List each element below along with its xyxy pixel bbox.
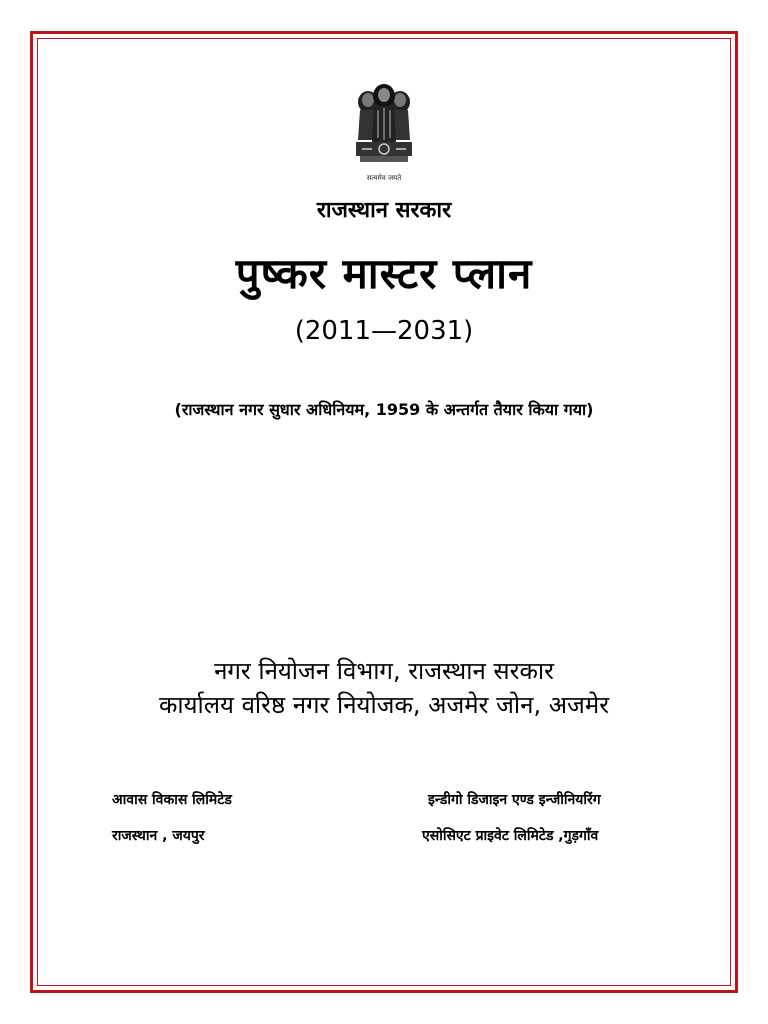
left-company-line-2: राजस्थान , जयपुर [112, 828, 205, 844]
ashoka-emblem-icon [346, 80, 422, 188]
left-company-line-1: आवास विकास लिमिटेड [112, 792, 232, 808]
department-line-2: कार्यालय वरिष्ठ नगर नियोजक, अजमेर जोन, अजमेर [158, 691, 610, 719]
plan-period: (2011—2031) [294, 316, 474, 346]
right-company-line-1: इन्डीगो डिजाइन एण्ड इन्जीनियरिंग [428, 792, 601, 808]
department-line-1: नगर नियोजन विभाग, राजस्थान सरकार [214, 657, 554, 685]
document-title: पुष्कर मास्टर प्लान [235, 249, 533, 298]
emblem-motto: सत्यमेव जयते [366, 174, 402, 182]
act-reference: (राजस्थान नगर सुधार अधिनियम, 1959 के अन्तर्गत तैयार किया गया) [174, 400, 594, 419]
government-name: राजस्थान सरकार [316, 198, 452, 223]
right-company-line-2: एसोसिएट प्राइवेट लिमिटेड ,गुड़गाँव [422, 828, 599, 844]
